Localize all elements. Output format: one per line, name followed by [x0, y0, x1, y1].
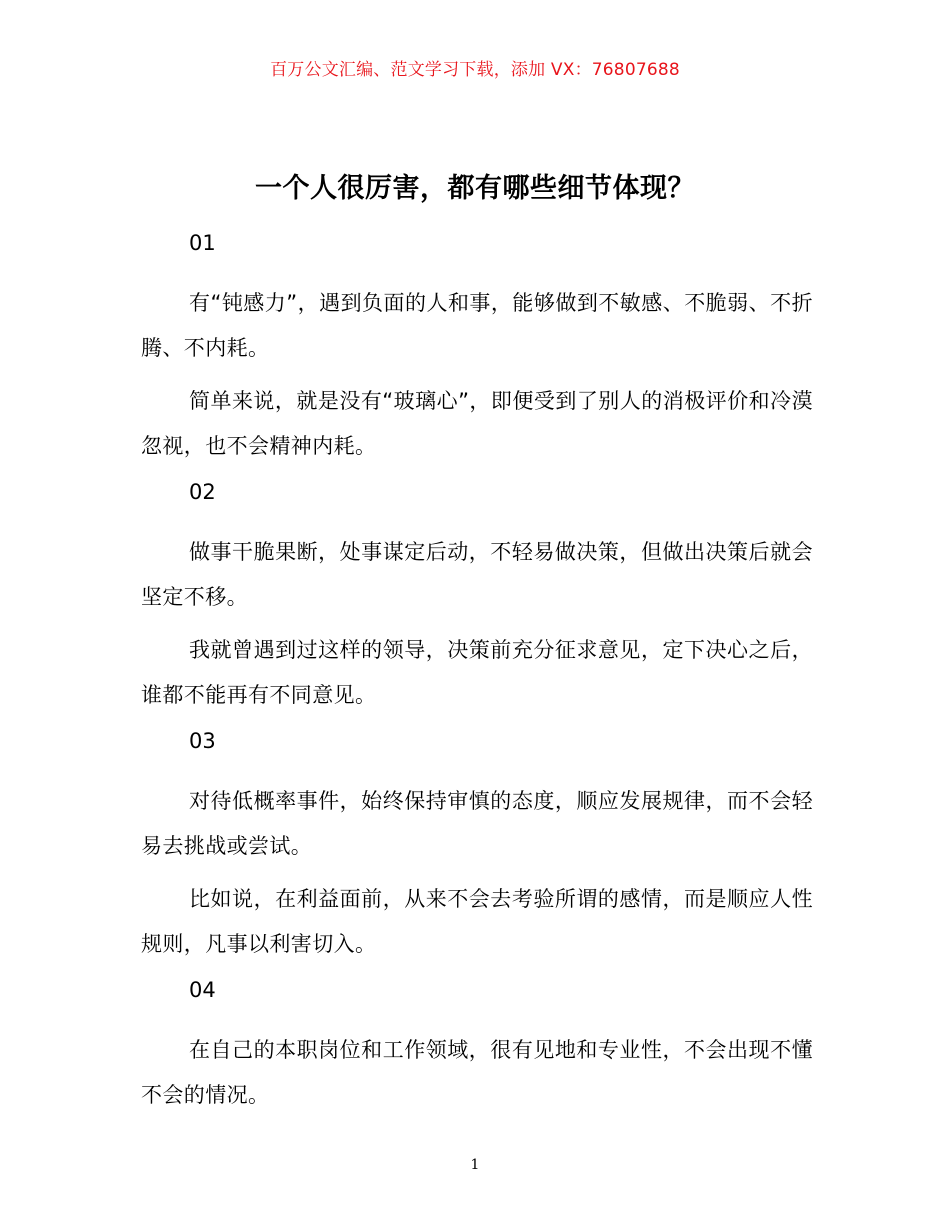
section-03 [141, 726, 813, 967]
paragraph: 在自己的本职岗位和工作领域，很有见地和专业性，不会出现不懂不会的情况。 [141, 1038, 813, 1107]
paragraph: 简单来说，就是没有“玻璃心”，即便受到了别人的消极评价和冷漠忽视，也不会精神内耗。 [141, 389, 813, 458]
paragraph: 有“钝感力”，遇到负面的人和事，能够做到不敏感、不脆弱、不折腾、不内耗。 [141, 291, 813, 360]
article-body [141, 228, 813, 1126]
paragraph: 我就曾遇到过这样的领导，决策前充分征求意见，定下决心之后，谁都不能再有不同意见。 [141, 638, 813, 707]
paragraph: 做事干脆果断，处事谋定后动，不轻易做决策，但做出决策后就会坚定不移。 [141, 540, 813, 609]
paragraph: 对待低概率事件，始终保持审慎的态度，顺应发展规律，而不会轻易去挑战或尝试。 [141, 789, 813, 858]
section-number: 02 [189, 480, 216, 504]
section-04 [141, 975, 813, 1118]
section-01 [141, 228, 813, 469]
page-number: 1 [470, 1157, 480, 1173]
section-number: 01 [189, 231, 216, 255]
section-02 [141, 477, 813, 718]
header-note: 百万公文汇编、范文学习下载，添加 VX：76807688 [270, 60, 680, 80]
page-title: 一个人很厉害，都有哪些细节体现？ [255, 173, 695, 204]
section-number: 03 [189, 729, 216, 753]
paragraph: 比如说，在利益面前，从来不会去考验所谓的感情，而是顺应人性规则，凡事以利害切入。 [141, 887, 813, 956]
section-number: 04 [189, 978, 216, 1002]
